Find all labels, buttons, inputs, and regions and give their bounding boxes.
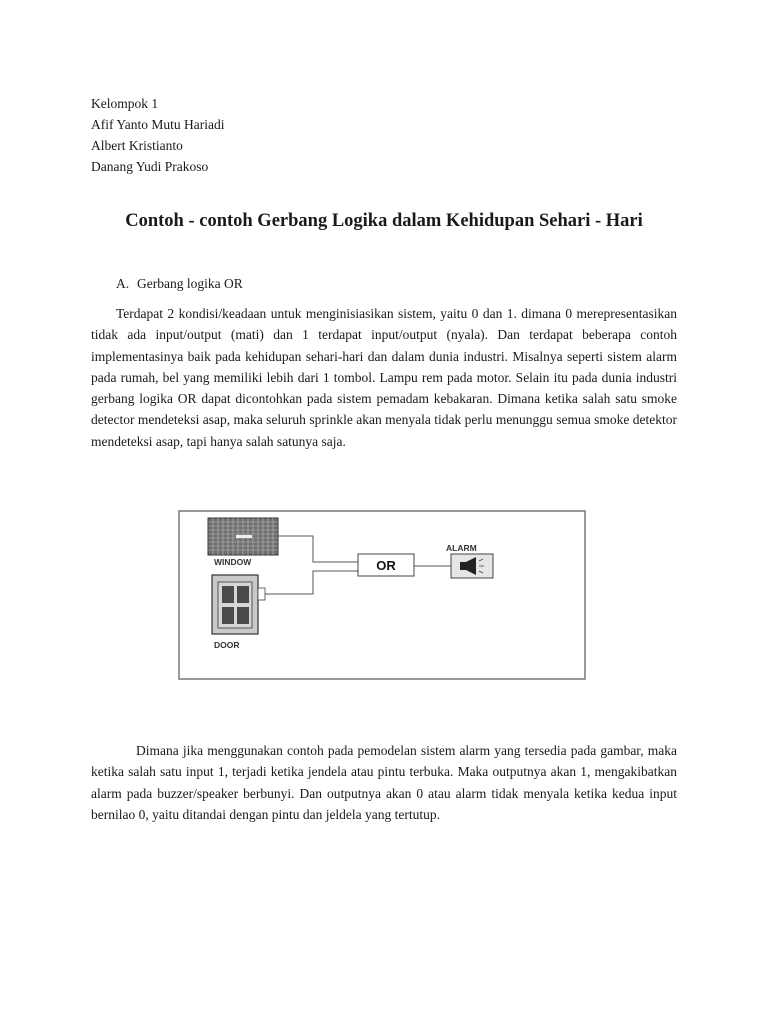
group-name: Kelompok 1 bbox=[91, 96, 159, 111]
or-gate-label: OR bbox=[376, 558, 396, 573]
intro-paragraph: Terdapat 2 kondisi/keadaan untuk menginisiasikan sistem, yaitu 0 dan 1. dimana 0 merepresentasikan tidak ada input/output (mati) dan 1 terdapat input/output (nyala). Dan terdapat beberapa contoh implementasinya baik pada kehidupan sehari-hari dan dalam dunia industri. Misalnya seperti sistem alarm pada rumah, bel yang memiliki lebih dari 1 tombol. Lampu rem pada motor. Selain itu pada dunia industri gerbang logika OR dapat dicontohkan pada sistem pemadam kebakaran. Dimana ketika salah satu smoke detector mendeteksi asap, maka seluruh sprinkle akan menyala tidak perlu menunggu semua smoke detektor mendeteksi asap, tapi hanya salah satunya saja. bbox=[91, 306, 677, 449]
speaker-icon bbox=[451, 554, 493, 578]
member-name: Afif Yanto Mutu Hariadi bbox=[91, 117, 225, 132]
member-name: Albert Kristianto bbox=[91, 138, 183, 153]
door-icon bbox=[212, 575, 265, 634]
author-block bbox=[91, 93, 225, 177]
or-gate-alarm-diagram bbox=[178, 508, 588, 681]
member-name: Danang Yudi Prakoso bbox=[91, 159, 209, 174]
section-label: Gerbang logika OR bbox=[137, 276, 243, 291]
section-heading bbox=[116, 276, 243, 292]
window-icon bbox=[208, 518, 278, 555]
explanation-paragraph: Dimana jika menggunakan contoh pada pemodelan sistem alarm yang tersedia pada gambar, maka ketika salah satu input 1, terjadi ketika jendela atau pintu terbuka. Maka outputnya akan 1, mengakibatkan alarm pada buzzer/speaker berbunyi. Dan outputnya akan 0 atau alarm tidak menyala ketika kedua input bernilao 0, yaitu ditandai dengan pintu dan jeldela yang tertutup. bbox=[91, 743, 677, 822]
alarm-label: ALARM bbox=[446, 543, 477, 553]
window-label: WINDOW bbox=[214, 557, 252, 567]
section-number: A. bbox=[116, 276, 130, 291]
door-label: DOOR bbox=[214, 640, 240, 650]
document-title: Contoh - contoh Gerbang Logika dalam Kehidupan Sehari - Hari bbox=[125, 211, 643, 231]
